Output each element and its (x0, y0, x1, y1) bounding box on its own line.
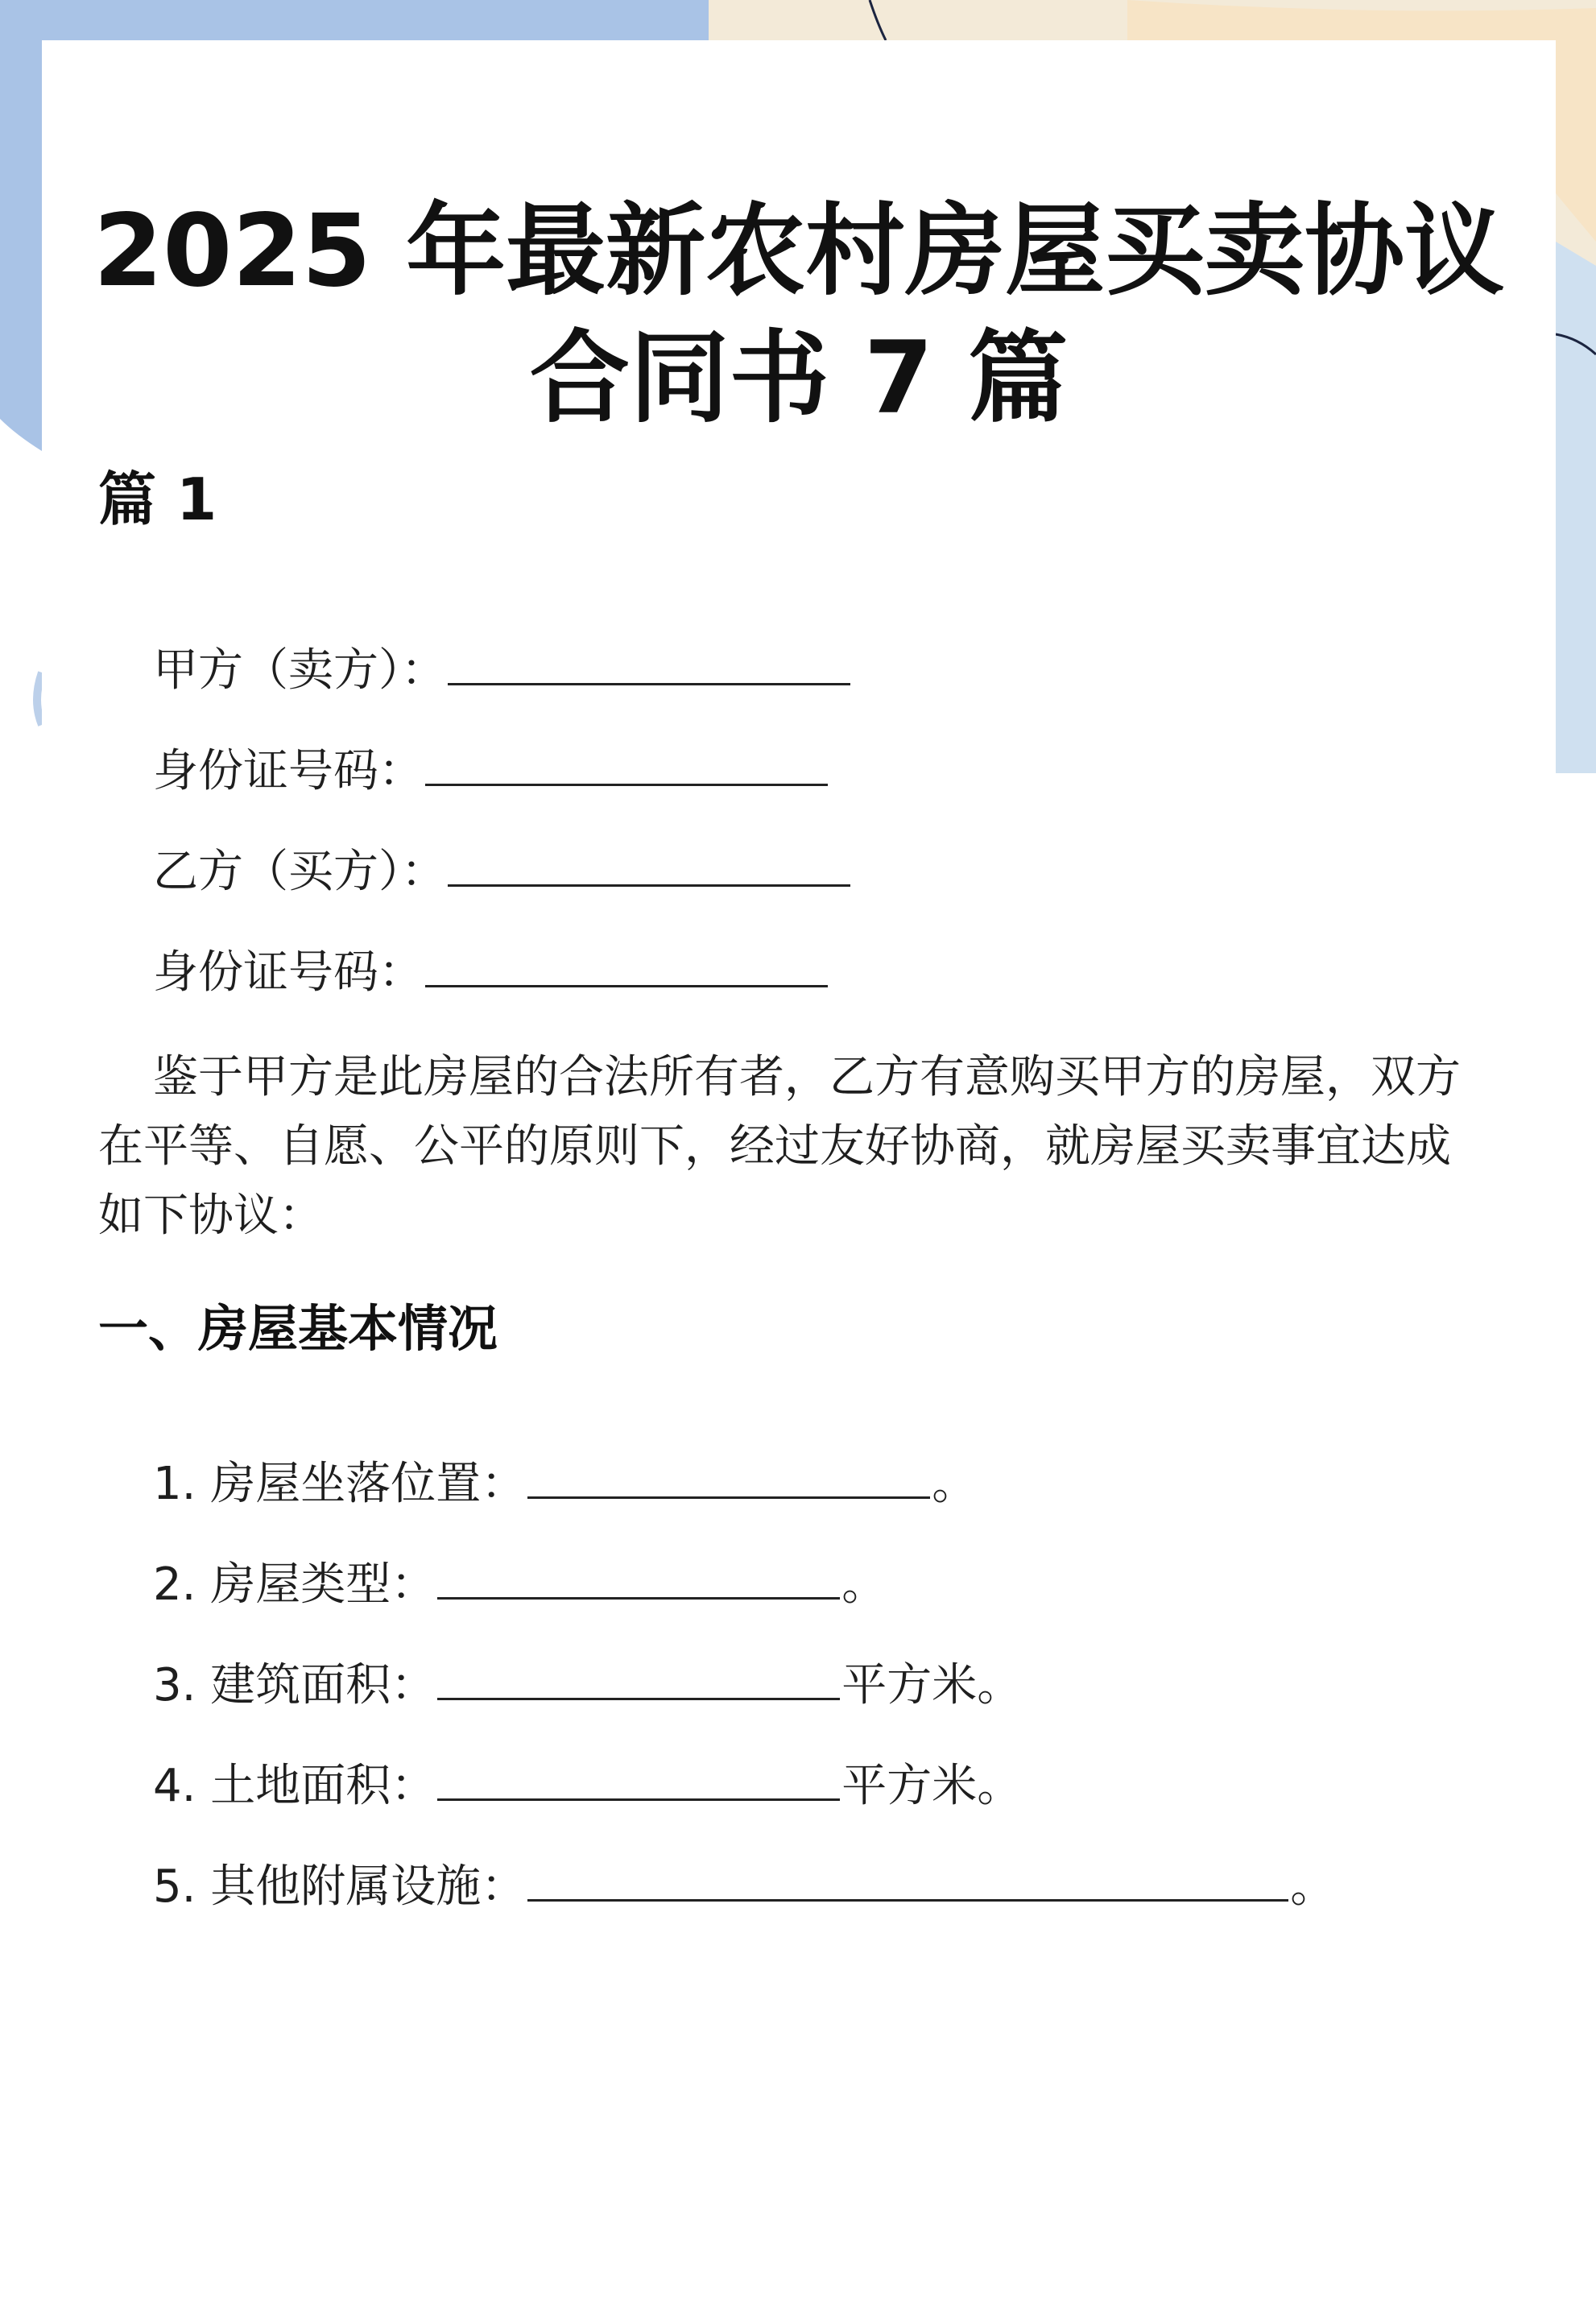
party-b-id-blank[interactable] (425, 940, 828, 987)
item-type-label: 2. 房屋类型： (153, 1558, 436, 1611)
intro-paragraph (98, 1043, 1515, 1251)
item-land-area-blank[interactable] (437, 1753, 840, 1801)
intro-line-1: 鉴于甲方是此房屋的合法所有者，乙方有意购买甲方的房屋，双方 (153, 1051, 1461, 1103)
item-location-label: 1. 房屋坐落位置： (153, 1458, 527, 1510)
item-type-line (153, 1552, 887, 1617)
item-facilities-line (153, 1854, 1335, 1919)
title-line-1: 2025 年最新农村房屋买卖协议 (93, 193, 1505, 310)
party-a-id-blank[interactable] (425, 739, 828, 786)
item-location-line (153, 1451, 977, 1517)
party-a-id-line (153, 739, 829, 804)
party-a-line (153, 638, 852, 703)
document-page (42, 40, 1556, 2297)
item-building-area-suffix: 平方米。 (841, 1659, 1023, 1711)
section-1-heading: 一、房屋基本情况 (98, 1299, 498, 1358)
title-line-2: 合同书 7 篇 (529, 321, 1069, 437)
item-land-area-line (153, 1753, 1022, 1819)
item-land-area-label: 4. 土地面积： (153, 1760, 436, 1812)
item-location-blank[interactable] (527, 1451, 930, 1499)
item-facilities-label: 5. 其他附属设施： (153, 1860, 527, 1913)
item-type-blank[interactable] (437, 1552, 840, 1600)
document-title (42, 188, 1556, 442)
item-land-area-suffix: 平方米。 (841, 1760, 1023, 1812)
intro-line-3: 如下协议： (98, 1190, 324, 1242)
item-type-suffix: 。 (841, 1558, 887, 1611)
item-building-area-label: 3. 建筑面积： (153, 1659, 436, 1711)
item-location-suffix: 。 (932, 1458, 978, 1510)
party-b-label: 乙方（买方）： (153, 846, 446, 898)
party-b-id-line (153, 940, 829, 1005)
party-a-blank[interactable] (448, 638, 850, 685)
item-facilities-suffix: 。 (1290, 1860, 1336, 1913)
item-facilities-blank[interactable] (527, 1854, 1288, 1902)
party-b-line (153, 839, 852, 904)
party-a-label: 甲方（卖方）： (153, 644, 446, 697)
item-building-area-blank[interactable] (437, 1653, 840, 1700)
intro-line-2: 在平等、自愿、公平的原则下，经过友好协商，就房屋买卖事宜达成 (98, 1120, 1451, 1173)
item-building-area-line (153, 1653, 1022, 1718)
part-heading: 篇 1 (98, 466, 217, 533)
party-a-id-label: 身份证号码： (153, 745, 424, 797)
party-b-blank[interactable] (448, 839, 850, 887)
party-b-id-label: 身份证号码： (153, 946, 424, 999)
